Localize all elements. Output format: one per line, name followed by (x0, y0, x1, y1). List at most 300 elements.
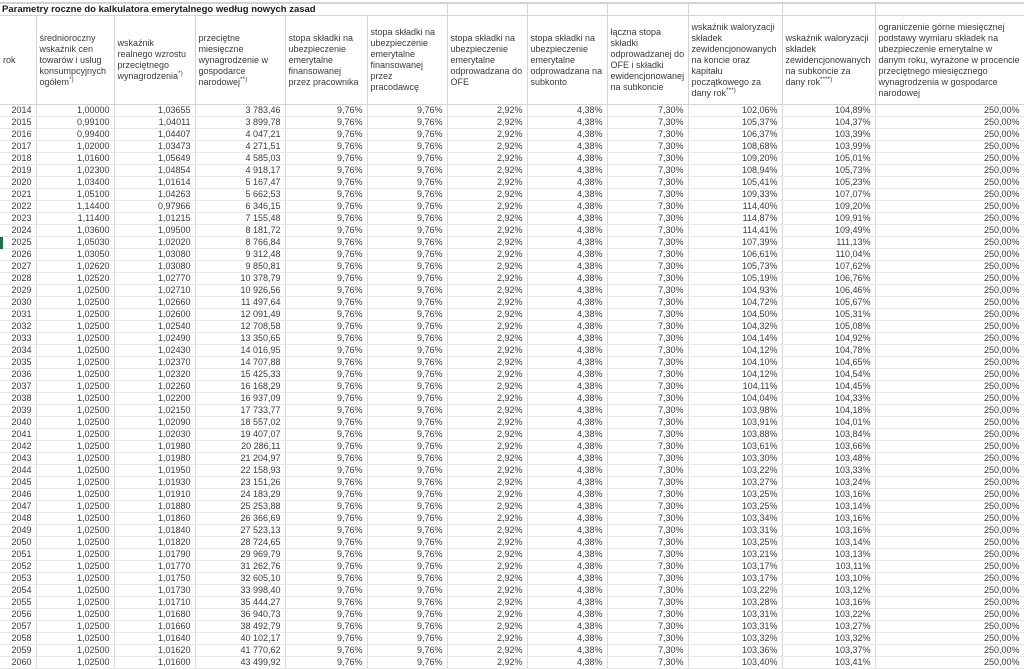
cell-rate_employee[interactable]: 9,76% (285, 165, 367, 177)
cell-val_konto[interactable]: 103,28% (688, 597, 782, 609)
cell-rate_employer[interactable]: 9,76% (367, 585, 447, 597)
cell-cap[interactable]: 250,00% (875, 405, 1024, 417)
cell-val_konto[interactable]: 103,98% (688, 405, 782, 417)
cell-rate_total[interactable]: 7,30% (607, 321, 688, 333)
cell-cap[interactable]: 250,00% (875, 213, 1024, 225)
cell-cap[interactable]: 250,00% (875, 561, 1024, 573)
cell-rate_total[interactable]: 7,30% (607, 177, 688, 189)
cell-real_wage[interactable]: 1,01730 (114, 585, 195, 597)
cell-rok[interactable]: 2036 (0, 369, 36, 381)
cell-real_wage[interactable]: 1,01980 (114, 441, 195, 453)
cell-rate_employer[interactable]: 9,76% (367, 333, 447, 345)
cell-cap[interactable]: 250,00% (875, 417, 1024, 429)
cell-real_wage[interactable]: 1,01910 (114, 489, 195, 501)
cell-rate_employee[interactable]: 9,76% (285, 261, 367, 273)
cell-rate_employer[interactable]: 9,76% (367, 177, 447, 189)
cell-rate_subkonto[interactable]: 4,38% (527, 393, 607, 405)
cell-rok[interactable]: 2019 (0, 165, 36, 177)
cell-rate_total[interactable]: 7,30% (607, 213, 688, 225)
cell-val_subkonto[interactable]: 104,01% (782, 417, 875, 429)
cell-val_subkonto[interactable]: 103,11% (782, 561, 875, 573)
cell-rate_subkonto[interactable]: 4,38% (527, 573, 607, 585)
cell-avg_wage[interactable]: 17 733,77 (195, 405, 285, 417)
cell-rate_ofe[interactable]: 2,92% (447, 465, 527, 477)
cell-cpi[interactable]: 1,02620 (36, 261, 114, 273)
cell-val_konto[interactable]: 103,25% (688, 537, 782, 549)
empty-cell[interactable] (688, 4, 782, 16)
cell-rate_total[interactable]: 7,30% (607, 141, 688, 153)
cell-avg_wage[interactable]: 13 350,65 (195, 333, 285, 345)
cell-cpi[interactable]: 1,02500 (36, 573, 114, 585)
cell-rate_employee[interactable]: 9,76% (285, 621, 367, 633)
cell-real_wage[interactable]: 1,02770 (114, 273, 195, 285)
cell-avg_wage[interactable]: 32 605,10 (195, 573, 285, 585)
cell-avg_wage[interactable]: 21 204,97 (195, 453, 285, 465)
cell-rate_ofe[interactable]: 2,92% (447, 633, 527, 645)
cell-rate_total[interactable]: 7,30% (607, 597, 688, 609)
cell-cap[interactable]: 250,00% (875, 369, 1024, 381)
cell-cap[interactable]: 250,00% (875, 597, 1024, 609)
cell-val_subkonto[interactable]: 107,07% (782, 189, 875, 201)
cell-rate_employer[interactable]: 9,76% (367, 525, 447, 537)
cell-cpi[interactable]: 1,03600 (36, 225, 114, 237)
cell-rok[interactable]: 2059 (0, 645, 36, 657)
cell-rate_employee[interactable]: 9,76% (285, 369, 367, 381)
cell-val_subkonto[interactable]: 103,37% (782, 645, 875, 657)
cell-rok[interactable]: 2025 (0, 237, 36, 249)
cell-avg_wage[interactable]: 11 497,64 (195, 297, 285, 309)
cell-rate_subkonto[interactable]: 4,38% (527, 525, 607, 537)
cell-avg_wage[interactable]: 20 286,11 (195, 441, 285, 453)
cell-rate_employee[interactable]: 9,76% (285, 585, 367, 597)
cell-real_wage[interactable]: 1,01820 (114, 537, 195, 549)
cell-val_subkonto[interactable]: 103,66% (782, 441, 875, 453)
cell-rate_subkonto[interactable]: 4,38% (527, 297, 607, 309)
cell-val_subkonto[interactable]: 103,84% (782, 429, 875, 441)
cell-rate_employer[interactable]: 9,76% (367, 189, 447, 201)
cell-rate_ofe[interactable]: 2,92% (447, 393, 527, 405)
cell-val_subkonto[interactable]: 109,91% (782, 213, 875, 225)
cell-val_subkonto[interactable]: 103,32% (782, 633, 875, 645)
cell-rate_total[interactable]: 7,30% (607, 585, 688, 597)
cell-rate_employee[interactable]: 9,76% (285, 633, 367, 645)
cell-avg_wage[interactable]: 9 850,81 (195, 261, 285, 273)
cell-rate_total[interactable]: 7,30% (607, 405, 688, 417)
cell-cap[interactable]: 250,00% (875, 177, 1024, 189)
cell-rate_ofe[interactable]: 2,92% (447, 561, 527, 573)
cell-cpi[interactable]: 1,01600 (36, 153, 114, 165)
cell-val_konto[interactable]: 103,31% (688, 525, 782, 537)
cell-rate_total[interactable]: 7,30% (607, 201, 688, 213)
cell-rate_total[interactable]: 7,30% (607, 537, 688, 549)
cell-avg_wage[interactable]: 41 770,62 (195, 645, 285, 657)
column-header-rate_employer[interactable] (367, 16, 447, 105)
cell-cpi[interactable]: 1,02500 (36, 561, 114, 573)
cell-real_wage[interactable]: 1,02540 (114, 321, 195, 333)
cell-rok[interactable]: 2056 (0, 609, 36, 621)
cell-avg_wage[interactable]: 38 492,79 (195, 621, 285, 633)
empty-cell[interactable] (607, 4, 688, 16)
cell-cpi[interactable]: 1,02500 (36, 405, 114, 417)
cell-real_wage[interactable]: 1,02030 (114, 429, 195, 441)
cell-cpi[interactable]: 1,02500 (36, 309, 114, 321)
cell-avg_wage[interactable]: 4 585,03 (195, 153, 285, 165)
cell-cpi[interactable]: 1,02500 (36, 477, 114, 489)
cell-rate_total[interactable]: 7,30% (607, 381, 688, 393)
cell-rate_subkonto[interactable]: 4,38% (527, 189, 607, 201)
cell-val_konto[interactable]: 105,73% (688, 261, 782, 273)
cell-val_subkonto[interactable]: 104,89% (782, 105, 875, 117)
cell-avg_wage[interactable]: 5 662,53 (195, 189, 285, 201)
cell-cap[interactable]: 250,00% (875, 309, 1024, 321)
cell-rate_subkonto[interactable]: 4,38% (527, 513, 607, 525)
cell-cpi[interactable]: 1,02300 (36, 165, 114, 177)
cell-val_subkonto[interactable]: 104,78% (782, 345, 875, 357)
cell-cap[interactable]: 250,00% (875, 165, 1024, 177)
cell-rate_total[interactable]: 7,30% (607, 477, 688, 489)
cell-rate_ofe[interactable]: 2,92% (447, 429, 527, 441)
cell-rate_employee[interactable]: 9,76% (285, 513, 367, 525)
cell-val_subkonto[interactable]: 103,16% (782, 525, 875, 537)
cell-cap[interactable]: 250,00% (875, 537, 1024, 549)
cell-rate_employee[interactable]: 9,76% (285, 501, 367, 513)
cell-avg_wage[interactable]: 10 926,56 (195, 285, 285, 297)
cell-rate_ofe[interactable]: 2,92% (447, 105, 527, 117)
cell-real_wage[interactable]: 1,02260 (114, 381, 195, 393)
cell-val_subkonto[interactable]: 103,16% (782, 513, 875, 525)
cell-rate_ofe[interactable]: 2,92% (447, 321, 527, 333)
cell-rok[interactable]: 2024 (0, 225, 36, 237)
cell-rate_employee[interactable]: 9,76% (285, 489, 367, 501)
cell-rate_subkonto[interactable]: 4,38% (527, 369, 607, 381)
cell-rate_subkonto[interactable]: 4,38% (527, 405, 607, 417)
cell-real_wage[interactable]: 1,01620 (114, 645, 195, 657)
cell-real_wage[interactable]: 1,02490 (114, 333, 195, 345)
cell-avg_wage[interactable]: 33 998,40 (195, 585, 285, 597)
cell-rate_employee[interactable]: 9,76% (285, 549, 367, 561)
cell-real_wage[interactable]: 1,01710 (114, 597, 195, 609)
cell-rate_employee[interactable]: 9,76% (285, 309, 367, 321)
cell-val_subkonto[interactable]: 103,14% (782, 501, 875, 513)
column-header-rate_ofe[interactable] (447, 16, 527, 105)
cell-cap[interactable]: 250,00% (875, 297, 1024, 309)
cell-rate_total[interactable]: 7,30% (607, 309, 688, 321)
cell-rate_employer[interactable]: 9,76% (367, 321, 447, 333)
cell-rate_subkonto[interactable]: 4,38% (527, 645, 607, 657)
cell-rate_ofe[interactable]: 2,92% (447, 489, 527, 501)
empty-cell[interactable] (782, 4, 875, 16)
cell-avg_wage[interactable]: 4 047,21 (195, 129, 285, 141)
cell-rate_total[interactable]: 7,30% (607, 153, 688, 165)
cell-rate_employer[interactable]: 9,76% (367, 429, 447, 441)
cell-rate_total[interactable]: 7,30% (607, 549, 688, 561)
cell-rate_total[interactable]: 7,30% (607, 285, 688, 297)
cell-rok[interactable]: 2029 (0, 285, 36, 297)
cell-cpi[interactable]: 1,02500 (36, 489, 114, 501)
cell-rate_total[interactable]: 7,30% (607, 225, 688, 237)
cell-val_konto[interactable]: 105,41% (688, 177, 782, 189)
cell-rate_ofe[interactable]: 2,92% (447, 621, 527, 633)
cell-rate_subkonto[interactable]: 4,38% (527, 657, 607, 669)
cell-cpi[interactable]: 1,02500 (36, 381, 114, 393)
cell-real_wage[interactable]: 1,01790 (114, 549, 195, 561)
cell-rok[interactable]: 2020 (0, 177, 36, 189)
column-header-rate_subkonto[interactable] (527, 16, 607, 105)
cell-cap[interactable]: 250,00% (875, 633, 1024, 645)
cell-avg_wage[interactable]: 3 783,46 (195, 105, 285, 117)
cell-rok[interactable]: 2044 (0, 465, 36, 477)
cell-rate_total[interactable]: 7,30% (607, 501, 688, 513)
cell-rate_employee[interactable]: 9,76% (285, 573, 367, 585)
cell-cap[interactable]: 250,00% (875, 225, 1024, 237)
cell-rate_total[interactable]: 7,30% (607, 609, 688, 621)
cell-rok[interactable]: 2018 (0, 153, 36, 165)
cell-val_subkonto[interactable]: 104,45% (782, 381, 875, 393)
cell-avg_wage[interactable]: 24 183,29 (195, 489, 285, 501)
cell-rate_employer[interactable]: 9,76% (367, 225, 447, 237)
cell-rate_subkonto[interactable]: 4,38% (527, 165, 607, 177)
cell-val_subkonto[interactable]: 104,33% (782, 393, 875, 405)
cell-rate_total[interactable]: 7,30% (607, 465, 688, 477)
cell-rate_employee[interactable]: 9,76% (285, 129, 367, 141)
cell-rate_employer[interactable]: 9,76% (367, 621, 447, 633)
cell-cap[interactable]: 250,00% (875, 393, 1024, 405)
cell-rate_employer[interactable]: 9,76% (367, 261, 447, 273)
cell-rate_employer[interactable]: 9,76% (367, 501, 447, 513)
cell-val_subkonto[interactable]: 103,10% (782, 573, 875, 585)
cell-val_konto[interactable]: 104,11% (688, 381, 782, 393)
cell-rate_employer[interactable]: 9,76% (367, 405, 447, 417)
cell-avg_wage[interactable]: 16 937,09 (195, 393, 285, 405)
cell-rate_total[interactable]: 7,30% (607, 345, 688, 357)
cell-rate_employee[interactable]: 9,76% (285, 417, 367, 429)
cell-cap[interactable]: 250,00% (875, 105, 1024, 117)
cell-rate_employer[interactable]: 9,76% (367, 381, 447, 393)
cell-cap[interactable]: 250,00% (875, 249, 1024, 261)
column-header-cpi[interactable] (36, 16, 114, 105)
cell-cap[interactable]: 250,00% (875, 585, 1024, 597)
cell-rate_employee[interactable]: 9,76% (285, 597, 367, 609)
cell-val_konto[interactable]: 103,17% (688, 561, 782, 573)
column-header-rok[interactable] (0, 16, 36, 105)
cell-val_konto[interactable]: 107,39% (688, 237, 782, 249)
cell-cpi[interactable]: 1,02500 (36, 525, 114, 537)
cell-real_wage[interactable]: 1,03080 (114, 249, 195, 261)
cell-rate_total[interactable]: 7,30% (607, 261, 688, 273)
cell-val_subkonto[interactable]: 111,13% (782, 237, 875, 249)
cell-cpi[interactable]: 1,02500 (36, 333, 114, 345)
cell-cap[interactable]: 250,00% (875, 153, 1024, 165)
cell-cap[interactable]: 250,00% (875, 273, 1024, 285)
cell-real_wage[interactable]: 1,01860 (114, 513, 195, 525)
cell-rate_total[interactable]: 7,30% (607, 621, 688, 633)
cell-rate_employer[interactable]: 9,76% (367, 129, 447, 141)
cell-rate_ofe[interactable]: 2,92% (447, 345, 527, 357)
cell-rok[interactable]: 2038 (0, 393, 36, 405)
cell-cpi[interactable]: 1,02500 (36, 453, 114, 465)
cell-val_konto[interactable]: 104,50% (688, 309, 782, 321)
empty-cell[interactable] (875, 4, 1024, 16)
cell-rate_total[interactable]: 7,30% (607, 129, 688, 141)
cell-cpi[interactable]: 1,02500 (36, 585, 114, 597)
cell-rate_employer[interactable]: 9,76% (367, 573, 447, 585)
cell-rate_subkonto[interactable]: 4,38% (527, 453, 607, 465)
cell-rok[interactable]: 2043 (0, 453, 36, 465)
cell-cpi[interactable]: 1,02500 (36, 417, 114, 429)
cell-rate_employer[interactable]: 9,76% (367, 237, 447, 249)
cell-avg_wage[interactable]: 29 969,79 (195, 549, 285, 561)
cell-cpi[interactable]: 1,02500 (36, 549, 114, 561)
cell-cap[interactable]: 250,00% (875, 261, 1024, 273)
cell-rate_employee[interactable]: 9,76% (285, 429, 367, 441)
cell-real_wage[interactable]: 1,04011 (114, 117, 195, 129)
cell-rate_subkonto[interactable]: 4,38% (527, 561, 607, 573)
cell-real_wage[interactable]: 1,01880 (114, 501, 195, 513)
cell-rate_employee[interactable]: 9,76% (285, 141, 367, 153)
cell-val_subkonto[interactable]: 107,62% (782, 261, 875, 273)
cell-rate_employer[interactable]: 9,76% (367, 609, 447, 621)
cell-val_subkonto[interactable]: 105,67% (782, 297, 875, 309)
cell-cap[interactable]: 250,00% (875, 201, 1024, 213)
cell-rok[interactable]: 2021 (0, 189, 36, 201)
cell-val_subkonto[interactable]: 104,92% (782, 333, 875, 345)
cell-rok[interactable]: 2052 (0, 561, 36, 573)
cell-rok[interactable]: 2047 (0, 501, 36, 513)
cell-rate_ofe[interactable]: 2,92% (447, 537, 527, 549)
cell-rate_employer[interactable]: 9,76% (367, 645, 447, 657)
cell-rate_ofe[interactable]: 2,92% (447, 213, 527, 225)
cell-val_subkonto[interactable]: 103,12% (782, 585, 875, 597)
cell-real_wage[interactable]: 1,04407 (114, 129, 195, 141)
cell-rate_total[interactable]: 7,30% (607, 249, 688, 261)
cell-val_konto[interactable]: 103,61% (688, 441, 782, 453)
cell-cap[interactable]: 250,00% (875, 345, 1024, 357)
cell-rate_employer[interactable]: 9,76% (367, 249, 447, 261)
cell-cap[interactable]: 250,00% (875, 645, 1024, 657)
cell-cpi[interactable]: 1,02500 (36, 513, 114, 525)
cell-avg_wage[interactable]: 36 940,73 (195, 609, 285, 621)
cell-rate_employee[interactable]: 9,76% (285, 657, 367, 669)
cell-val_subkonto[interactable]: 104,54% (782, 369, 875, 381)
cell-rate_employee[interactable]: 9,76% (285, 609, 367, 621)
cell-avg_wage[interactable]: 26 366,69 (195, 513, 285, 525)
cell-val_subkonto[interactable]: 105,73% (782, 165, 875, 177)
cell-cap[interactable]: 250,00% (875, 285, 1024, 297)
cell-val_subkonto[interactable]: 103,16% (782, 597, 875, 609)
cell-real_wage[interactable]: 1,01600 (114, 657, 195, 669)
cell-cap[interactable]: 250,00% (875, 237, 1024, 249)
cell-val_konto[interactable]: 103,31% (688, 609, 782, 621)
cell-val_konto[interactable]: 104,04% (688, 393, 782, 405)
cell-rate_employer[interactable]: 9,76% (367, 597, 447, 609)
cell-val_konto[interactable]: 103,40% (688, 657, 782, 669)
cell-rate_employee[interactable]: 9,76% (285, 537, 367, 549)
cell-cpi[interactable]: 1,02500 (36, 321, 114, 333)
cell-rate_employee[interactable]: 9,76% (285, 177, 367, 189)
cell-real_wage[interactable]: 1,09500 (114, 225, 195, 237)
cell-rok[interactable]: 2039 (0, 405, 36, 417)
cell-rate_employer[interactable]: 9,76% (367, 561, 447, 573)
cell-cap[interactable]: 250,00% (875, 333, 1024, 345)
cell-val_konto[interactable]: 105,19% (688, 273, 782, 285)
cell-rate_ofe[interactable]: 2,92% (447, 573, 527, 585)
cell-val_subkonto[interactable]: 109,20% (782, 201, 875, 213)
cell-avg_wage[interactable]: 27 523,13 (195, 525, 285, 537)
cell-cap[interactable]: 250,00% (875, 657, 1024, 669)
cell-avg_wage[interactable]: 4 271,51 (195, 141, 285, 153)
cell-rok[interactable]: 2053 (0, 573, 36, 585)
cell-cpi[interactable]: 1,02500 (36, 285, 114, 297)
cell-val_konto[interactable]: 103,91% (688, 417, 782, 429)
cell-rate_total[interactable]: 7,30% (607, 333, 688, 345)
cell-rate_ofe[interactable]: 2,92% (447, 657, 527, 669)
cell-rate_total[interactable]: 7,30% (607, 165, 688, 177)
cell-rate_employee[interactable]: 9,76% (285, 105, 367, 117)
cell-real_wage[interactable]: 0,97966 (114, 201, 195, 213)
cell-avg_wage[interactable]: 8 766,84 (195, 237, 285, 249)
cell-rate_ofe[interactable]: 2,92% (447, 381, 527, 393)
cell-val_konto[interactable]: 103,27% (688, 477, 782, 489)
cell-val_subkonto[interactable]: 104,37% (782, 117, 875, 129)
cell-avg_wage[interactable]: 25 253,88 (195, 501, 285, 513)
cell-rate_employer[interactable]: 9,76% (367, 105, 447, 117)
cell-cpi[interactable]: 1,02500 (36, 537, 114, 549)
cell-val_konto[interactable]: 114,87% (688, 213, 782, 225)
cell-real_wage[interactable]: 1,02200 (114, 393, 195, 405)
cell-real_wage[interactable]: 1,03655 (114, 105, 195, 117)
cell-rate_employer[interactable]: 9,76% (367, 369, 447, 381)
cell-rate_total[interactable]: 7,30% (607, 429, 688, 441)
cell-rate_employee[interactable]: 9,76% (285, 453, 367, 465)
cell-rate_ofe[interactable]: 2,92% (447, 201, 527, 213)
cell-rate_total[interactable]: 7,30% (607, 489, 688, 501)
cell-rate_ofe[interactable]: 2,92% (447, 417, 527, 429)
cell-avg_wage[interactable]: 6 346,15 (195, 201, 285, 213)
cell-rate_employer[interactable]: 9,76% (367, 297, 447, 309)
cell-val_subkonto[interactable]: 103,48% (782, 453, 875, 465)
cell-real_wage[interactable]: 1,01750 (114, 573, 195, 585)
cell-real_wage[interactable]: 1,05649 (114, 153, 195, 165)
cell-real_wage[interactable]: 1,02710 (114, 285, 195, 297)
cell-real_wage[interactable]: 1,01640 (114, 633, 195, 645)
cell-rate_ofe[interactable]: 2,92% (447, 441, 527, 453)
cell-cpi[interactable]: 1,02500 (36, 393, 114, 405)
cell-rate_total[interactable]: 7,30% (607, 105, 688, 117)
cell-val_konto[interactable]: 103,30% (688, 453, 782, 465)
cell-rate_total[interactable]: 7,30% (607, 561, 688, 573)
cell-avg_wage[interactable]: 40 102,17 (195, 633, 285, 645)
cell-rate_ofe[interactable]: 2,92% (447, 501, 527, 513)
cell-real_wage[interactable]: 1,03080 (114, 261, 195, 273)
cell-rate_total[interactable]: 7,30% (607, 117, 688, 129)
cell-rate_ofe[interactable]: 2,92% (447, 609, 527, 621)
cell-rate_employer[interactable]: 9,76% (367, 165, 447, 177)
cell-val_konto[interactable]: 114,40% (688, 201, 782, 213)
cell-cap[interactable]: 250,00% (875, 501, 1024, 513)
cell-rate_subkonto[interactable]: 4,38% (527, 237, 607, 249)
cell-rate_employer[interactable]: 9,76% (367, 465, 447, 477)
cell-rate_subkonto[interactable]: 4,38% (527, 225, 607, 237)
cell-rate_ofe[interactable]: 2,92% (447, 645, 527, 657)
cell-val_subkonto[interactable]: 103,39% (782, 129, 875, 141)
cell-rok[interactable]: 2046 (0, 489, 36, 501)
cell-rok[interactable]: 2027 (0, 261, 36, 273)
cell-cpi[interactable]: 1,02000 (36, 141, 114, 153)
cell-rate_ofe[interactable]: 2,92% (447, 117, 527, 129)
cell-rate_employer[interactable]: 9,76% (367, 453, 447, 465)
cell-val_konto[interactable]: 103,31% (688, 621, 782, 633)
cell-cpi[interactable]: 1,02500 (36, 369, 114, 381)
